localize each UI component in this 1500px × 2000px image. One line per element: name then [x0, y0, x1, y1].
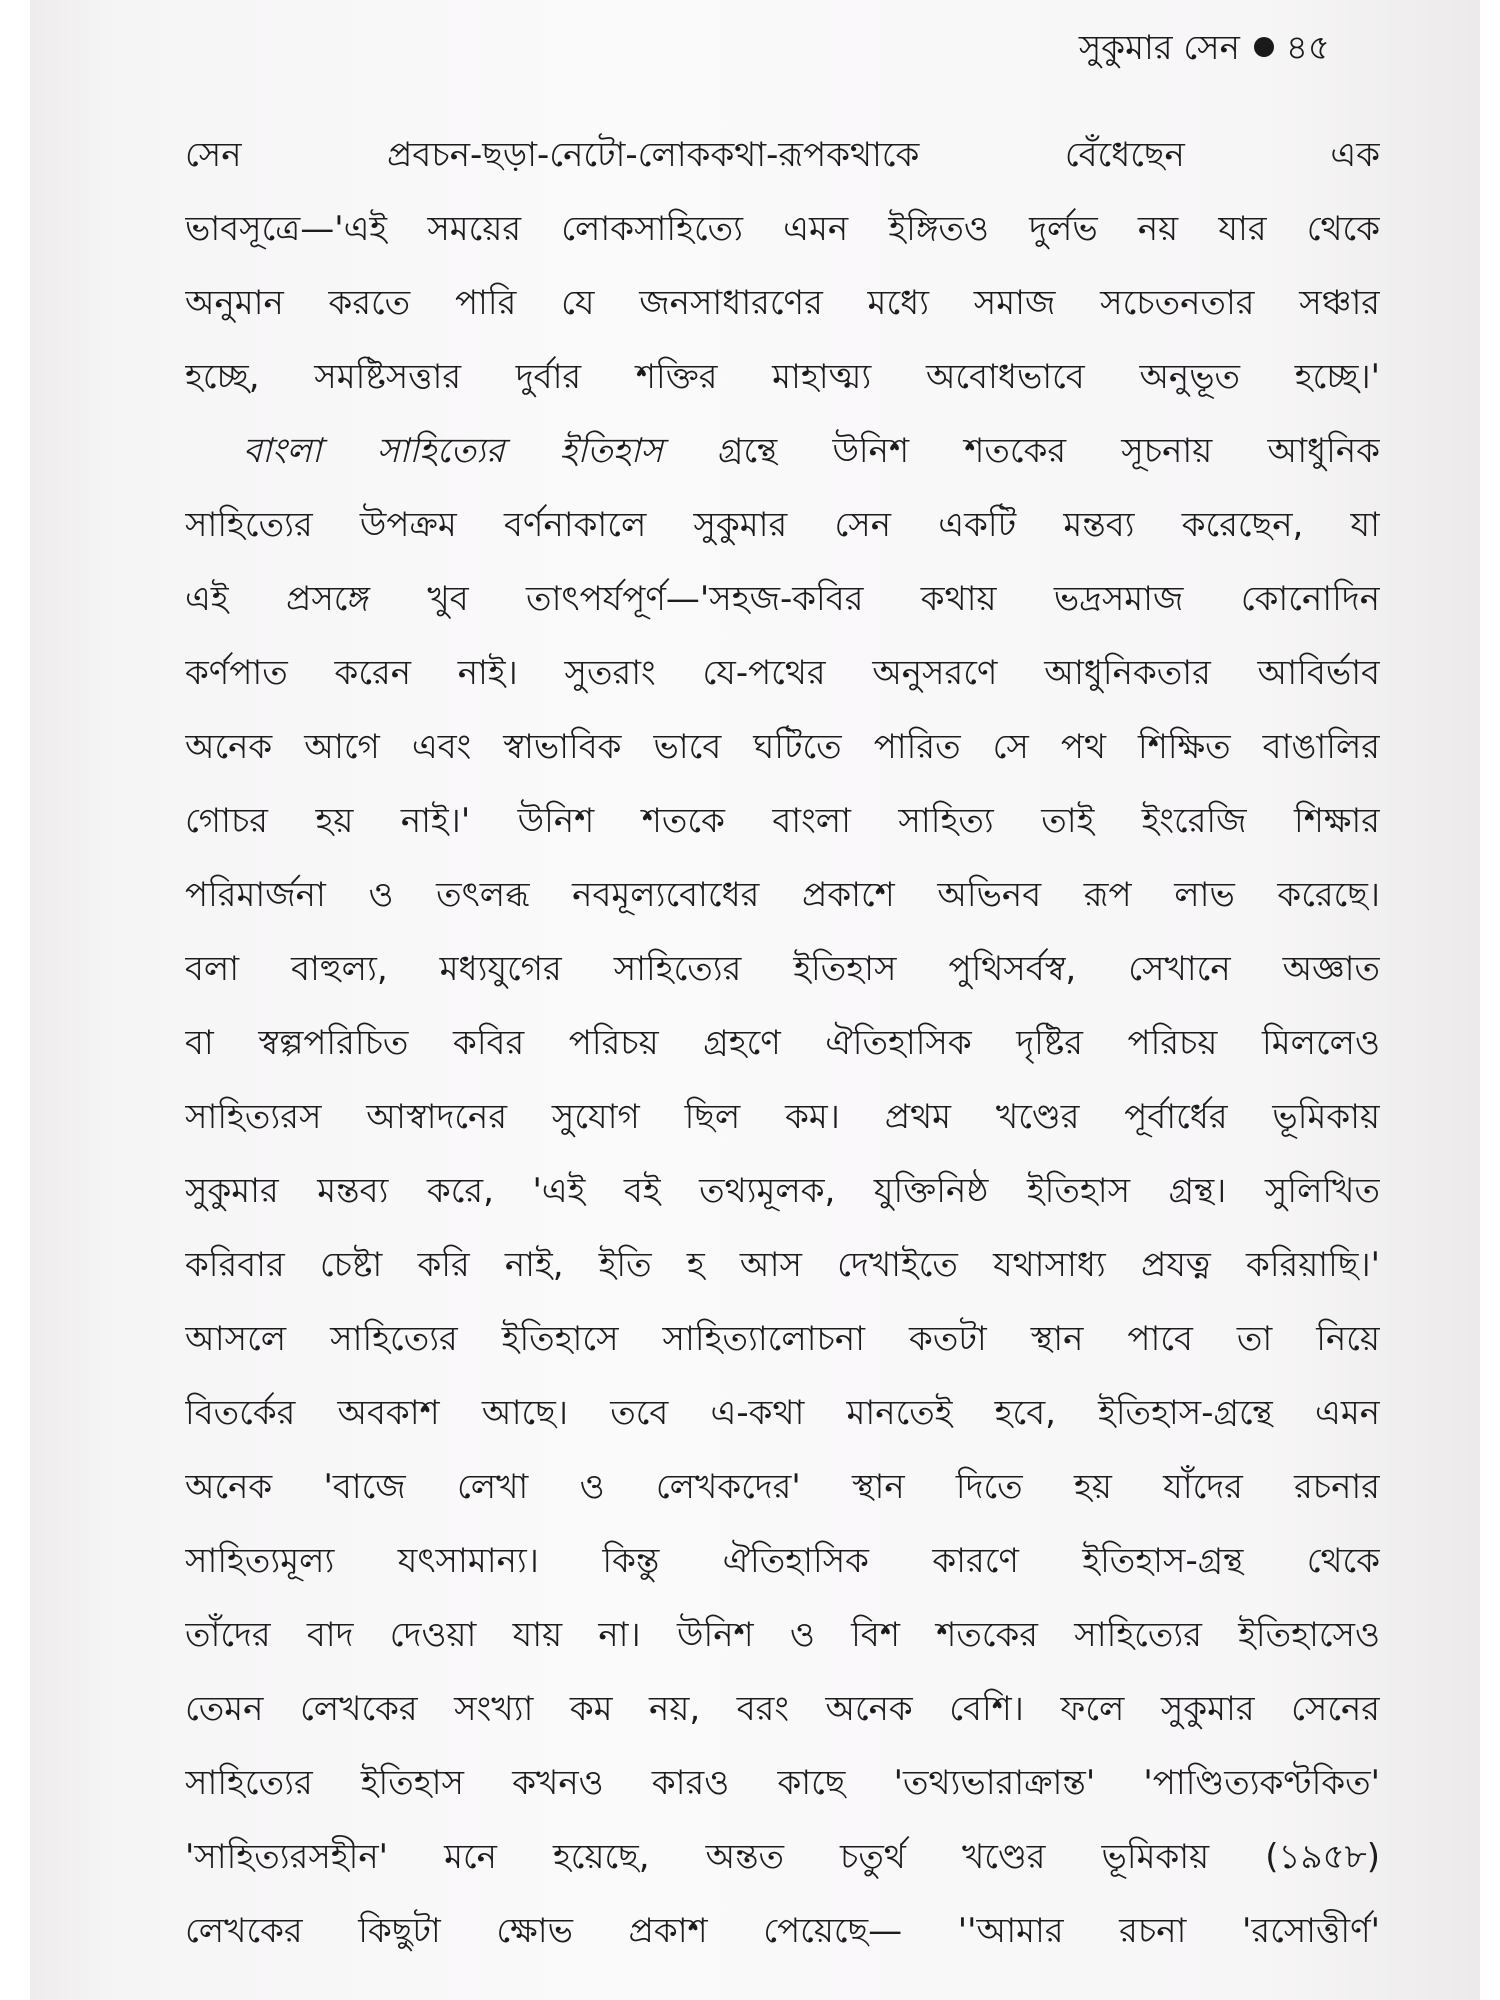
text-line: লেখকের কিছুটা ক্ষোভ প্রকাশ পেয়েছে— ''আমার রচনা 'রসোত্তীর্ণ' — [185, 1911, 1380, 1951]
text-line: ভাবসূত্রে—'এই সময়ের লোকসাহিত্যে এমন ইঙ্গিতও দুর্লভ নয় যার থেকে — [185, 209, 1380, 249]
text-line: বা স্বল্পপরিচিত কবির পরিচয় গ্রহণে ঐতিহাসিক দৃষ্টির পরিচয় মিললেও — [185, 1023, 1380, 1063]
book-title-italic: বাংলা সাহিত্যের ইতিহাস — [243, 431, 663, 471]
text-line: বলা বাহুল্য, মধ্যযুগের সাহিত্যের ইতিহাস পুথিসর্বস্ব, সেখানে অজ্ঞাত — [185, 949, 1380, 989]
running-title: সুকুমার সেন — [1078, 28, 1240, 68]
page-number: ৪৫ — [1285, 28, 1330, 68]
text-line: হচ্ছে, সমষ্টিসত্তার দুর্বার শক্তির মাহাত্ম্য অবোধভাবে অনুভূত হচ্ছে।' — [185, 357, 1380, 397]
book-page — [30, 0, 1480, 2000]
text-line: সাহিত্যরস আস্বাদনের সুযোগ ছিল কম। প্রথম খণ্ডের পূর্বার্ধের ভূমিকায় — [185, 1097, 1380, 1137]
book-title-suffix: গ্রন্থে — [662, 431, 833, 471]
text-line: আসলে সাহিত্যের ইতিহাসে সাহিত্যালোচনা কতটা স্থান পাবে তা নিয়ে — [185, 1319, 1380, 1359]
text-line: সাহিত্যমূল্য যৎসামান্য। কিন্তু ঐতিহাসিক কারণে ইতিহাস-গ্রন্থ থেকে — [185, 1541, 1380, 1581]
text-line: পরিমার্জনা ও তৎলব্ধ নবমূল্যবোধের প্রকাশে অভিনব রূপ লাভ করেছে। — [185, 875, 1380, 915]
text-line: তেমন লেখকের সংখ্যা কম নয়, বরং অনেক বেশি। ফলে সুকুমার সেনের — [185, 1689, 1380, 1729]
text-line: 'সাহিত্যরসহীন' মনে হয়েছে, অন্তত চতুর্থ খণ্ডের ভূমিকায় (১৯৫৮) — [185, 1837, 1380, 1877]
text-line-paragraph-start — [185, 414, 1380, 488]
text-line: সেন প্রবচন-ছড়া-নেটো-লোককথা-রূপকথাকে বেঁধেছেন এক — [185, 135, 1380, 175]
body-text — [185, 118, 1380, 1968]
text-line: বিতর্কের অবকাশ আছে। তবে এ-কথা মানতেই হবে, ইতিহাস-গ্রন্থে এমন — [185, 1393, 1380, 1433]
bullet-dot-icon — [1254, 37, 1274, 57]
text-line: তাঁদের বাদ দেওয়া যায় না। উনিশ ও বিশ শতকের সাহিত্যের ইতিহাসেও — [185, 1615, 1380, 1655]
text-line: অনুমান করতে পারি যে জনসাধারণের মধ্যে সমাজ সচেতনতার সঞ্চার — [185, 283, 1380, 323]
text-line: এই প্রসঙ্গে খুব তাৎপর্যপূর্ণ—'সহজ-কবির কথায় ভদ্রসমাজ কোনোদিন — [185, 579, 1380, 619]
text-line: অনেক আগে এবং স্বাভাবিক ভাবে ঘটিতে পারিত সে পথ শিক্ষিত বাঙালির — [185, 727, 1380, 767]
text-line: গোচর হয় নাই।' উনিশ শতকে বাংলা সাহিত্য তাই ইংরেজি শিক্ষার — [185, 801, 1380, 841]
text-line: সাহিত্যের ইতিহাস কখনও কারও কাছে 'তথ্যভারাক্রান্ত' 'পাণ্ডিত্যকণ্টকিত' — [185, 1763, 1380, 1803]
line-rest: উনিশ শতকের সূচনায় আধুনিক — [832, 431, 1380, 471]
text-line: অনেক 'বাজে লেখা ও লেখকদের' স্থান দিতে হয় যাঁদের রচনার — [185, 1467, 1380, 1507]
text-line: সাহিত্যের উপক্রম বর্ণনাকালে সুকুমার সেন একটি মন্তব্য করেছেন, যা — [185, 505, 1380, 545]
running-header — [1079, 22, 1330, 79]
text-line: সুকুমার মন্তব্য করে, 'এই বই তথ্যমূলক, যুক্তিনিষ্ঠ ইতিহাস গ্রন্থ। সুলিখিত — [185, 1171, 1380, 1211]
text-line: করিবার চেষ্টা করি নাই, ইতি হ আস দেখাইতে যথাসাধ্য প্রযত্ন করিয়াছি।' — [185, 1245, 1380, 1285]
text-line: কর্ণপাত করেন নাই। সুতরাং যে-পথের অনুসরণে আধুনিকতার আবির্ভাব — [185, 653, 1380, 693]
